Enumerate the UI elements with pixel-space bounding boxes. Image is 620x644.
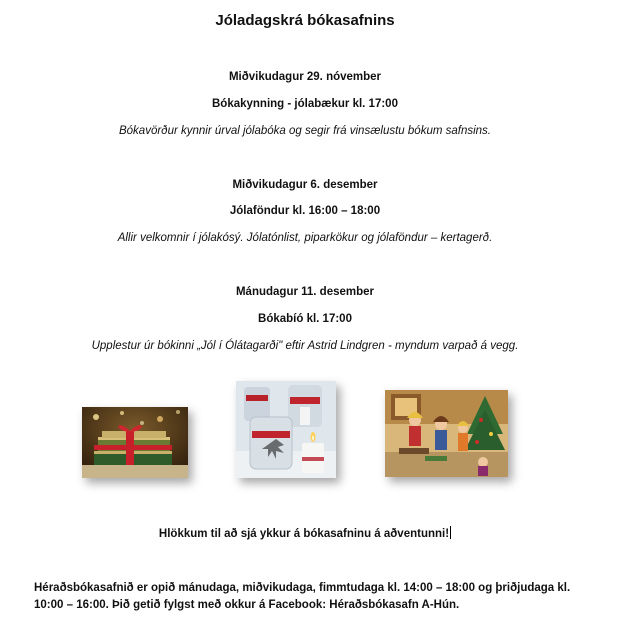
event-1-title: Bókakynning - jólabækur kl. 17:00: [212, 98, 398, 110]
event-2-date: Miðvikudagur 6. desember: [232, 179, 378, 191]
candle-jars-photo: [236, 381, 336, 478]
text-cursor: [450, 526, 451, 539]
footer-opening-hours: Héraðsbókasafnið er opið mánudaga, miðvikudaga, fimmtudaga kl. 14:00 – 18:00 og þriðjudaga kl. 10:00 – 16:00. Þið getið fylgst með okkur á Facebook: Héraðsbókasafn A-Hún.: [34, 582, 571, 611]
event-3-date: Mánudagur 11. desember: [235, 286, 375, 298]
event-3-description: Upplestur úr bókinni „Jól í Ólátagarði" eftir Astrid Lindgren - myndum varpað á vegg.: [91, 340, 519, 352]
event-2-description: Allir velkomnir í jólakósý. Jólatónlist, piparkökur og jólaföndur – kertagerð.: [117, 232, 493, 244]
children-christmas-illustration: [385, 390, 508, 477]
event-1-description: Bókavörður kynnir úrval jólabóka og segir frá vinsælustu bókum safnsins.: [118, 125, 491, 137]
event-1-date: Miðvikudagur 29. nóvember: [228, 71, 382, 83]
page-title: Jóladagskrá bókasafnins: [215, 12, 395, 29]
event-2-title: Jólaföndur kl. 16:00 – 18:00: [229, 205, 381, 217]
gift-books-photo: [82, 407, 188, 478]
greeting-text: Hlökkum til að sjá ykkur á bókasafninu á aðventunni!: [158, 528, 450, 540]
event-3-title: Bókabíó kl. 17:00: [258, 313, 352, 325]
